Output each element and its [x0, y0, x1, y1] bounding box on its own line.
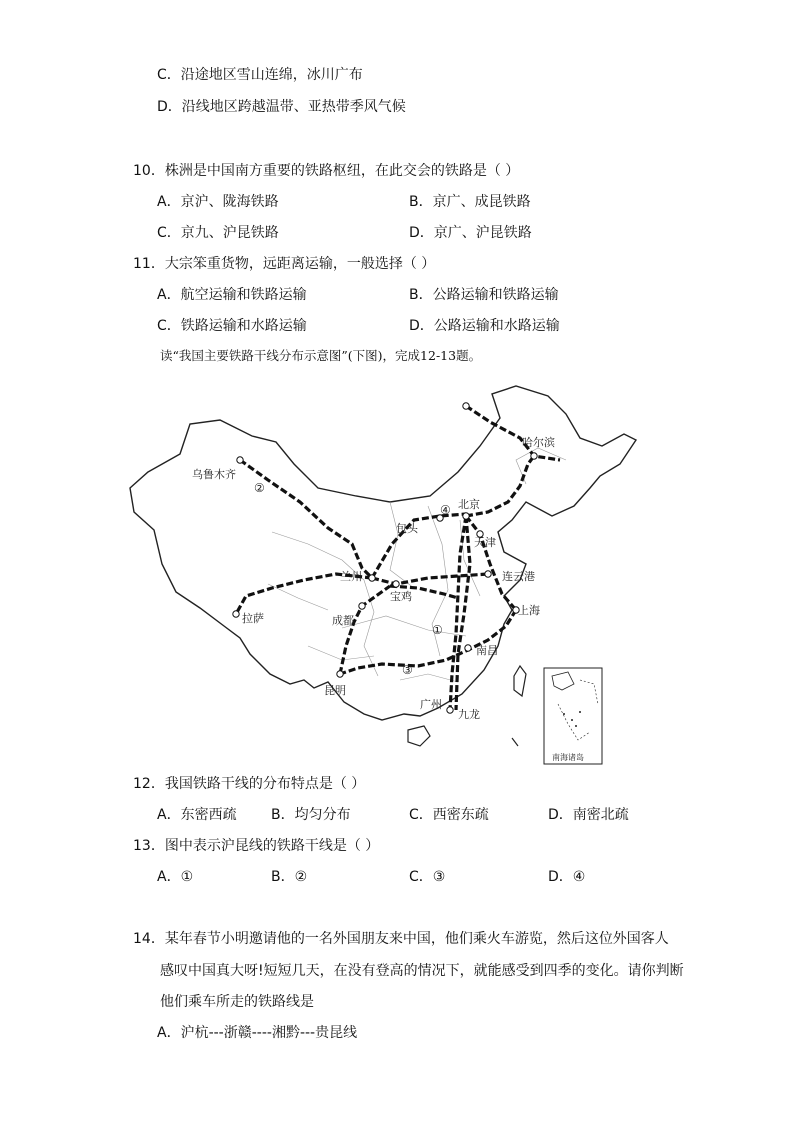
marker-urumqi	[237, 457, 243, 463]
inset-label: 南海诸岛	[552, 753, 584, 762]
label-lanzhou: 兰州	[340, 570, 362, 583]
q9-option-d: D．沿线地区跨越温带、亚热带季风气候	[157, 99, 406, 115]
taiwan-island	[514, 666, 526, 696]
label-tianjin: 天津	[474, 536, 496, 549]
q9-option-c: C．沿途地区雪山连绵，冰川广布	[157, 67, 363, 83]
label-baoji: 宝鸡	[390, 590, 412, 603]
label-kowloon: 九龙	[458, 708, 480, 721]
marker-3: ③	[402, 663, 413, 677]
marker-northeast	[463, 403, 469, 409]
q11-option-a: A．航空运输和铁路运输	[157, 287, 307, 303]
q10-option-c: C．京九、沪昆铁路	[157, 225, 279, 241]
hainan-island	[408, 726, 430, 746]
marker-beijing	[463, 513, 469, 519]
marker-nanchang	[465, 645, 471, 651]
marker-kunming	[337, 671, 343, 677]
q12-option-d: D．南密北疏	[548, 807, 629, 823]
q12-option-a: A．东密西疏	[157, 807, 237, 823]
marker-lanzhou	[369, 575, 375, 581]
q11-option-d: D．公路运输和水路运输	[409, 318, 560, 334]
q11-stem: 11．大宗笨重货物，远距离运输，一般选择（ ）	[133, 256, 436, 272]
q12-option-c: C．西密东疏	[409, 807, 489, 823]
q13-option-d: D．④	[548, 869, 586, 885]
label-guangzhou: 广州	[420, 698, 442, 711]
label-chengdu: 成都	[332, 614, 354, 627]
q11-option-b: B．公路运输和铁路运输	[409, 287, 559, 303]
label-urumqi: 乌鲁木齐	[192, 468, 236, 481]
label-baotou: 包头	[396, 522, 418, 535]
label-lianyungang: 连云港	[502, 570, 535, 583]
q12-stem: 12．我国铁路干线的分布特点是（ ）	[133, 776, 366, 792]
q13-option-a: A．①	[157, 869, 194, 885]
label-nanchang: 南昌	[476, 644, 498, 657]
map-caption: 读“我国主要铁路干线分布示意图”(下图)，完成12-13题。	[160, 348, 482, 363]
q10-option-b: B．京广、成昆铁路	[409, 194, 531, 210]
marker-2: ②	[254, 481, 265, 495]
q13-stem: 13．图中表示沪昆线的铁路干线是（ ）	[133, 838, 380, 854]
railway-map	[128, 384, 794, 768]
q10-option-d: D．京广、沪昆铁路	[409, 225, 532, 241]
label-beijing: 北京	[458, 498, 480, 511]
label-shanghai: 上海	[518, 604, 540, 617]
q11-option-c: C．铁路运输和水路运输	[157, 318, 307, 334]
island-mark	[512, 738, 518, 746]
q14-stem-line-1: 14．某年春节小明邀请他的一名外国朋友来中国，他们乘火车游览，然后这位外国客人	[133, 931, 669, 947]
label-lhasa: 拉萨	[242, 612, 264, 625]
label-harbin: 哈尔滨	[522, 436, 555, 449]
q14-stem-line-3: 他们乘车所走的铁路线是	[160, 994, 314, 1010]
q14-stem-line-2: 感叹中国真大呀!短短几天，在没有登高的情况下，就能感受到四季的变化。请你判断	[160, 963, 684, 979]
south-china-sea-inset	[544, 668, 602, 764]
label-kunming: 昆明	[324, 684, 346, 697]
q10-stem: 10．株洲是中国南方重要的铁路枢纽，在此交会的铁路是（ ）	[133, 163, 520, 179]
marker-baoji	[393, 581, 399, 587]
marker-guangzhou	[447, 707, 453, 713]
q10-option-a: A．京沪、陇海铁路	[157, 194, 279, 210]
marker-1: ①	[432, 623, 443, 637]
q13-option-c: C．③	[409, 869, 446, 885]
marker-harbin	[531, 453, 537, 459]
marker-chengdu	[359, 603, 365, 609]
marker-lhasa	[233, 611, 239, 617]
q12-option-b: B．均匀分布	[271, 807, 351, 823]
q13-option-b: B．②	[271, 869, 308, 885]
marker-lianyungang	[485, 571, 491, 577]
marker-4: ④	[440, 503, 451, 517]
q14-option-a: A．沪杭---浙赣----湘黔---贵昆线	[157, 1025, 358, 1041]
